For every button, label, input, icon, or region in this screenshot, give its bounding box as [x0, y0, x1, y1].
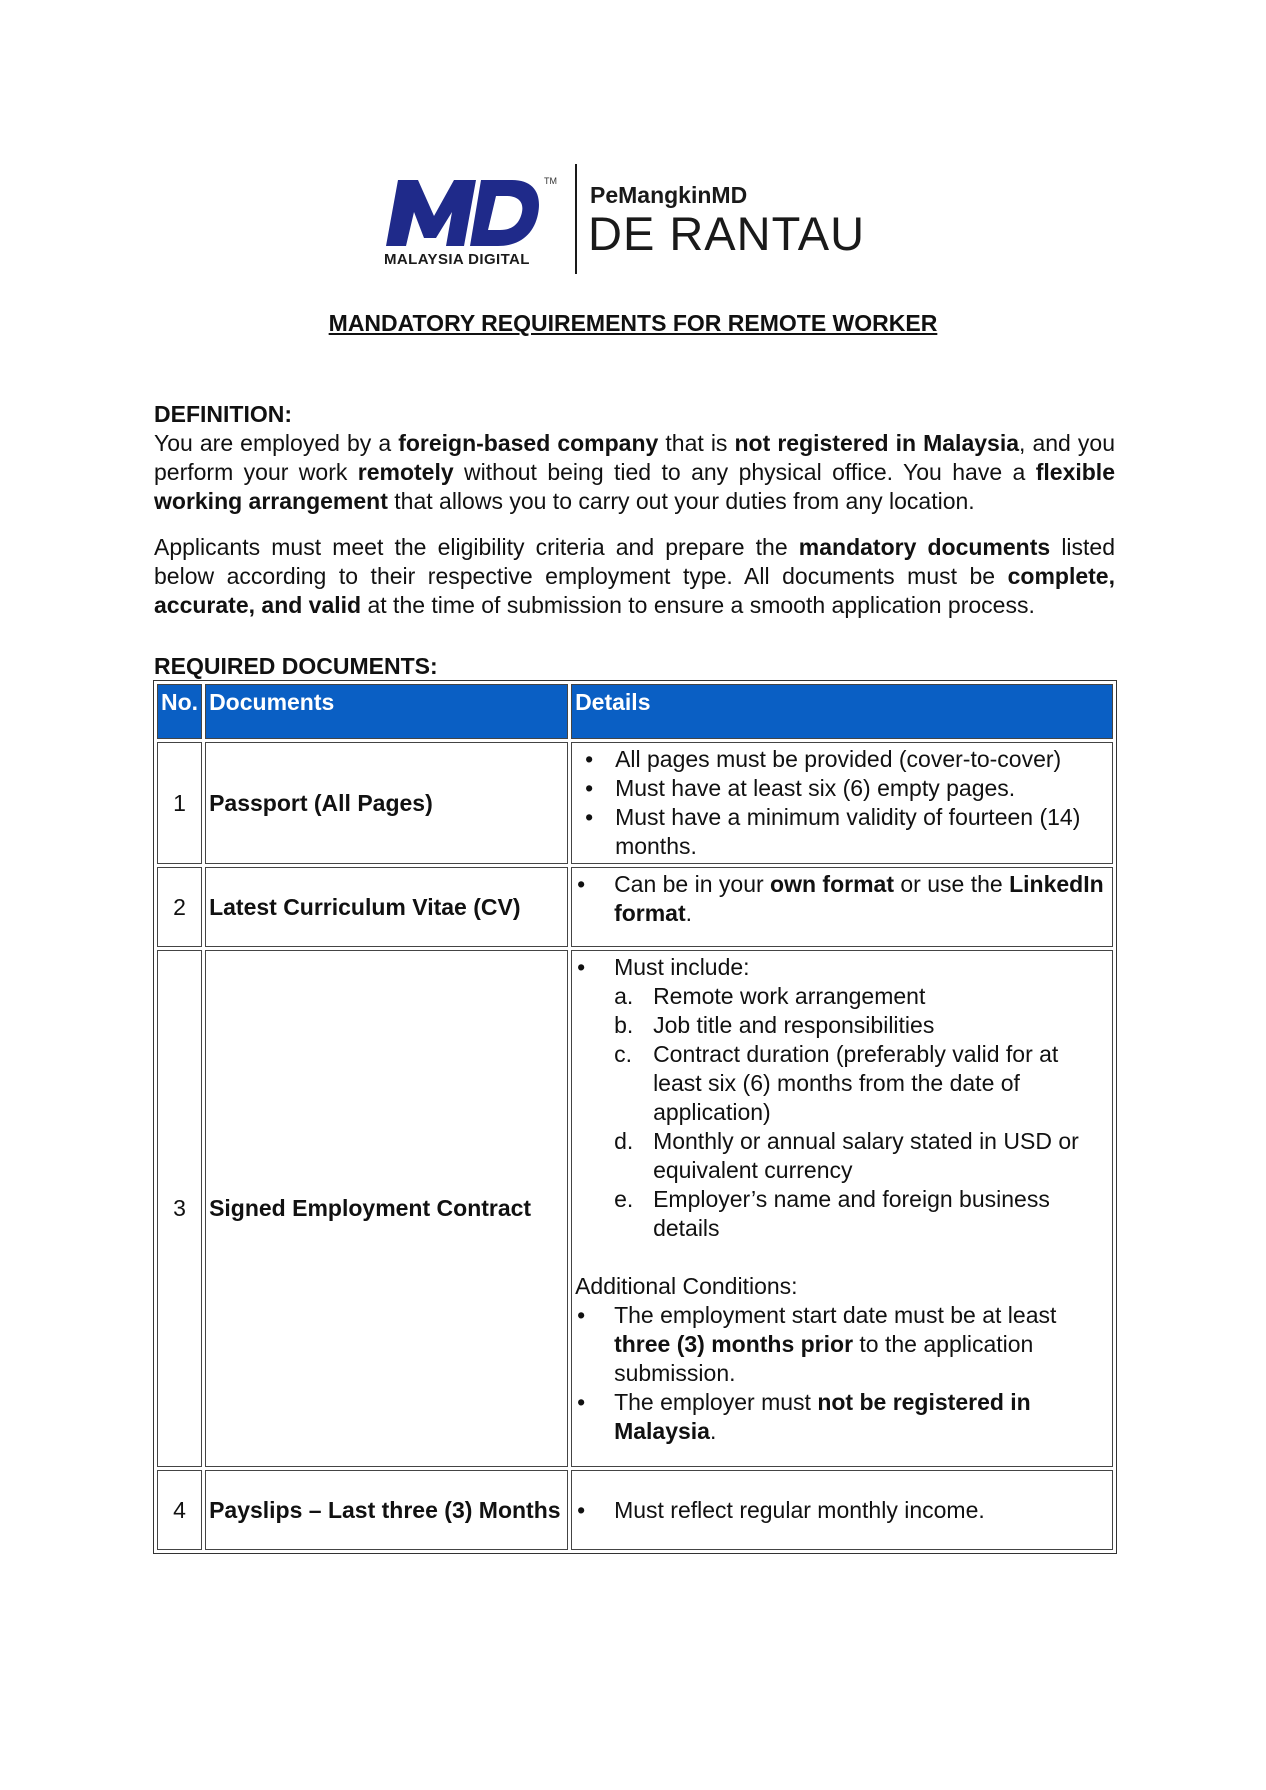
detail-bullet: • Must have a minimum validity of fourteen (14) months. [575, 803, 1109, 861]
list-item-text: Monthly or annual salary stated in USD or equivalent currency [653, 1128, 1079, 1183]
brand-name-main: DE RANTAU [588, 207, 866, 260]
logo [384, 164, 904, 280]
detail-bullet: • Must include: [575, 953, 1109, 982]
document-title: MANDATORY REQUIREMENTS FOR REMOTE WORKER [328, 310, 938, 336]
condition-bullet: • The employment start date must be at least three (3) months prior to the application submission. [575, 1301, 1109, 1388]
brand-name-top: PeMangkinMD [590, 182, 748, 208]
list-item [575, 1011, 1109, 1040]
list-item [575, 1040, 1109, 1127]
detail-bullets [575, 953, 1109, 982]
logo-subtitle: MALAYSIA DIGITAL [384, 251, 530, 268]
row-document: Signed Employment Contract [205, 950, 568, 1467]
list-marker: b. [614, 1012, 634, 1038]
detail-bullet: • Must reflect regular monthly income. [575, 1496, 1109, 1525]
detail-bullet: • All pages must be provided (cover-to-cover) [575, 745, 1109, 774]
content [154, 400, 1115, 681]
detail-bullets [575, 870, 1109, 928]
detail-bullets [575, 745, 1109, 861]
detail-bullet: • Can be in your own format or use the LinkedIn format. [575, 870, 1109, 928]
row-details [571, 950, 1113, 1467]
requirements-table [153, 680, 1117, 1554]
list-marker: e. [614, 1186, 634, 1212]
row-number: 1 [157, 742, 202, 864]
required-documents-heading: REQUIRED DOCUMENTS: [154, 653, 438, 679]
list-item-text: Job title and responsibilities [653, 1012, 935, 1038]
table-row [157, 742, 1113, 864]
list-item-text: Employer’s name and foreign business details [653, 1186, 1050, 1241]
md-logo-m [386, 180, 476, 246]
list-item-text: Contract duration (preferably valid for at least six (6) months from the date of application) [653, 1041, 1059, 1125]
logo-divider [575, 164, 577, 274]
header-documents: Documents [205, 684, 568, 739]
list-item-text: Remote work arrangement [653, 983, 926, 1009]
detail-bullet: • Must have at least six (6) empty pages. [575, 774, 1109, 803]
md-logo-d [470, 180, 539, 246]
md-logo-mark [384, 174, 542, 248]
list-item [575, 1185, 1109, 1243]
row-document: Passport (All Pages) [205, 742, 568, 864]
row-number: 2 [157, 867, 202, 947]
row-number: 3 [157, 950, 202, 1467]
list-marker: d. [614, 1128, 634, 1154]
definition-heading: DEFINITION: [154, 401, 292, 427]
table-header-row [157, 684, 1113, 739]
row-details [571, 742, 1113, 864]
row-document: Latest Curriculum Vitae (CV) [205, 867, 568, 947]
list-marker: c. [614, 1041, 632, 1067]
table-row [157, 950, 1113, 1467]
table-row [157, 867, 1113, 947]
header-no: No. [157, 684, 202, 739]
row-details [571, 1470, 1113, 1550]
list-item [575, 982, 1109, 1011]
list-item [575, 1127, 1109, 1185]
condition-bullets [575, 1301, 1109, 1446]
detail-bullets [575, 1496, 1109, 1525]
list-marker: a. [614, 983, 634, 1009]
additional-conditions-label: Additional Conditions: [575, 1273, 798, 1299]
row-details [571, 867, 1113, 947]
header-details: Details [571, 684, 1113, 739]
row-document: Payslips – Last three (3) Months [205, 1470, 568, 1550]
definition-paragraph-2: Applicants must meet the eligibility criteria and prepare the mandatory documents listed below according to their respective employment type. All documents must be complete, accurate, and valid at the time of submission to ensure a smooth application process. [154, 534, 1116, 618]
row-number: 4 [157, 1470, 202, 1550]
table-row [157, 1470, 1113, 1550]
contract-items [575, 982, 1109, 1243]
trademark-mark: TM [544, 176, 557, 186]
definition-paragraph-1: You are employed by a foreign-based company that is not registered in Malaysia, and you perform your work remotely without being tied to any physical office. You have a flexible working arrangement that allows you to carry out your duties from any location. [154, 430, 1115, 514]
condition-bullet: • The employer must not be registered in Malaysia. [575, 1388, 1109, 1446]
